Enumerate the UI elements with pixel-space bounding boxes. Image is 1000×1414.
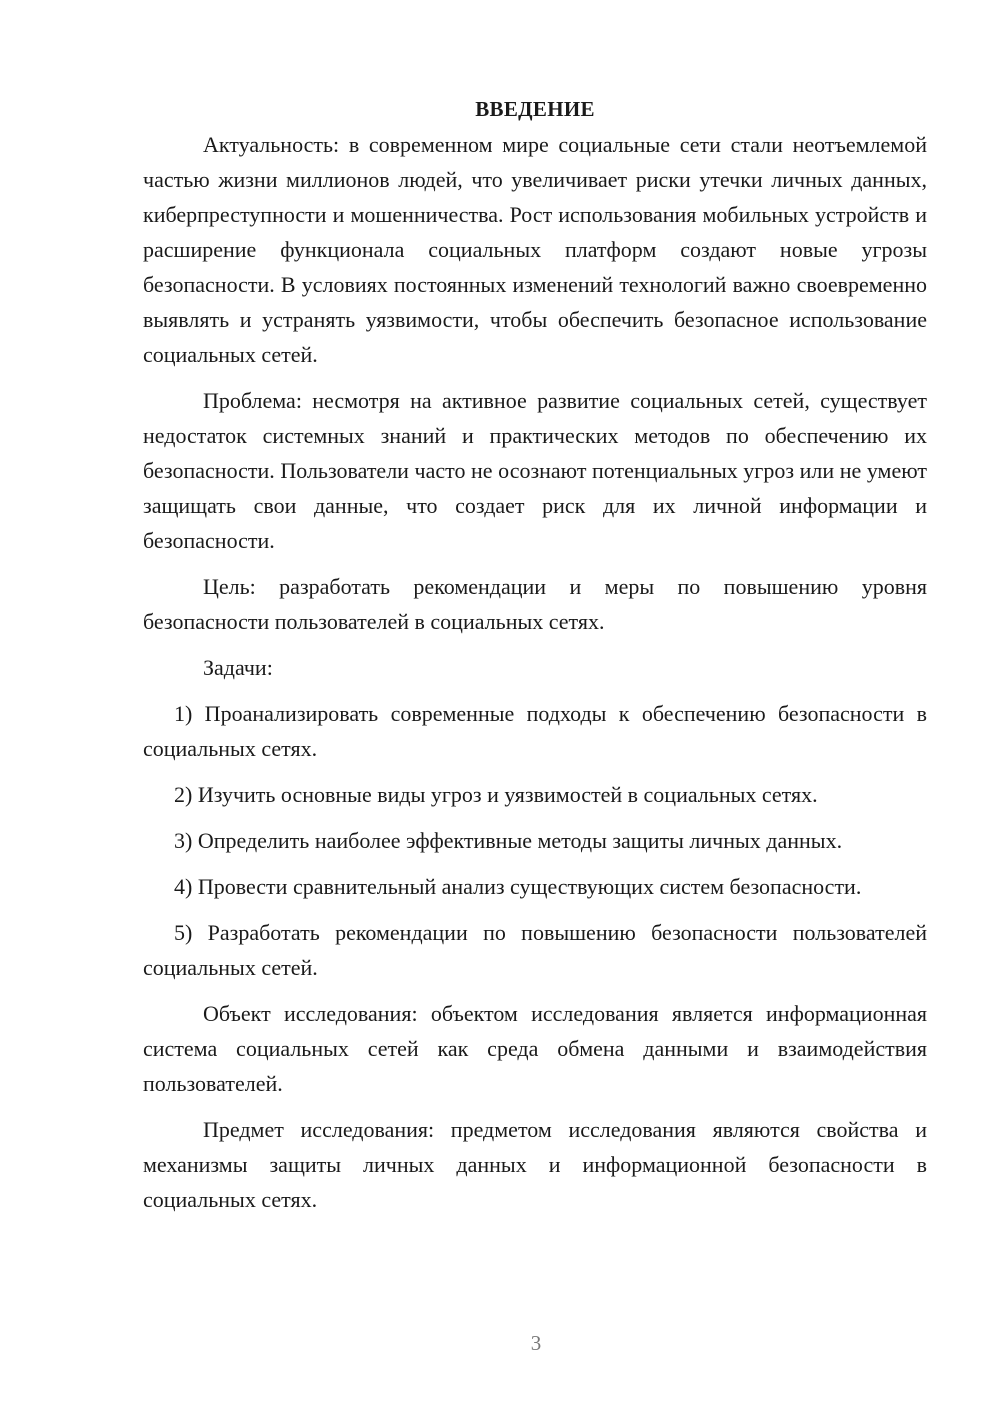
task-item-3: 3) Определить наиболее эффективные методы защиты личных данных.: [174, 828, 843, 853]
task-item-1: 1) Проанализировать современные подходы к обеспечению безопасности в социальных сетях.: [143, 701, 927, 761]
subject-paragraph: Предмет исследования: предметом исследования являются свойства и механизмы защиты личных данных и информационной безопасности в социальных сетях.: [143, 1117, 927, 1212]
problem-paragraph: Проблема: несмотря на активное развитие социальных сетей, существует недостаток системных знаний и практических методов по обеспечению их безопасности. Пользователи часто не осознают потенциальных угроз или не умеют защищать свои данные, что создает риск для их личной информации и безопасности.: [143, 388, 927, 553]
goal-paragraph: Цель: разработать рекомендации и меры по повышению уровня безопасности пользователей в социальных сетях.: [143, 574, 927, 634]
task-item-4: 4) Провести сравнительный анализ существующих систем безопасности.: [174, 874, 862, 899]
task-item-5: 5) Разработать рекомендации по повышению безопасности пользователей социальных сетей.: [143, 920, 927, 980]
object-paragraph: Объект исследования: объектом исследования является информационная система социальных сетей как среда обмена данными и взаимодействия пользователей.: [143, 1001, 927, 1096]
relevance-paragraph: Актуальность: в современном мире социальные сети стали неотъемлемой частью жизни миллионов людей, что увеличивает риски утечки личных данных, киберпреступности и мошенничества. Рост использования мобильных устройств и расширение функционала социальных платформ создают новые угрозы безопасности. В условиях постоянных изменений технологий важно своевременно выявлять и устранять уязвимости, чтобы обеспечить безопасное использование социальных сетей.: [143, 132, 927, 367]
tasks-heading: Задачи:: [203, 655, 273, 680]
task-item-2: 2) Изучить основные виды угроз и уязвимостей в социальных сетях.: [174, 782, 818, 807]
page-number: 3: [530, 1331, 542, 1355]
document-title: ВВЕДЕНИЕ: [475, 97, 595, 121]
document-page: [143, 92, 927, 1217]
